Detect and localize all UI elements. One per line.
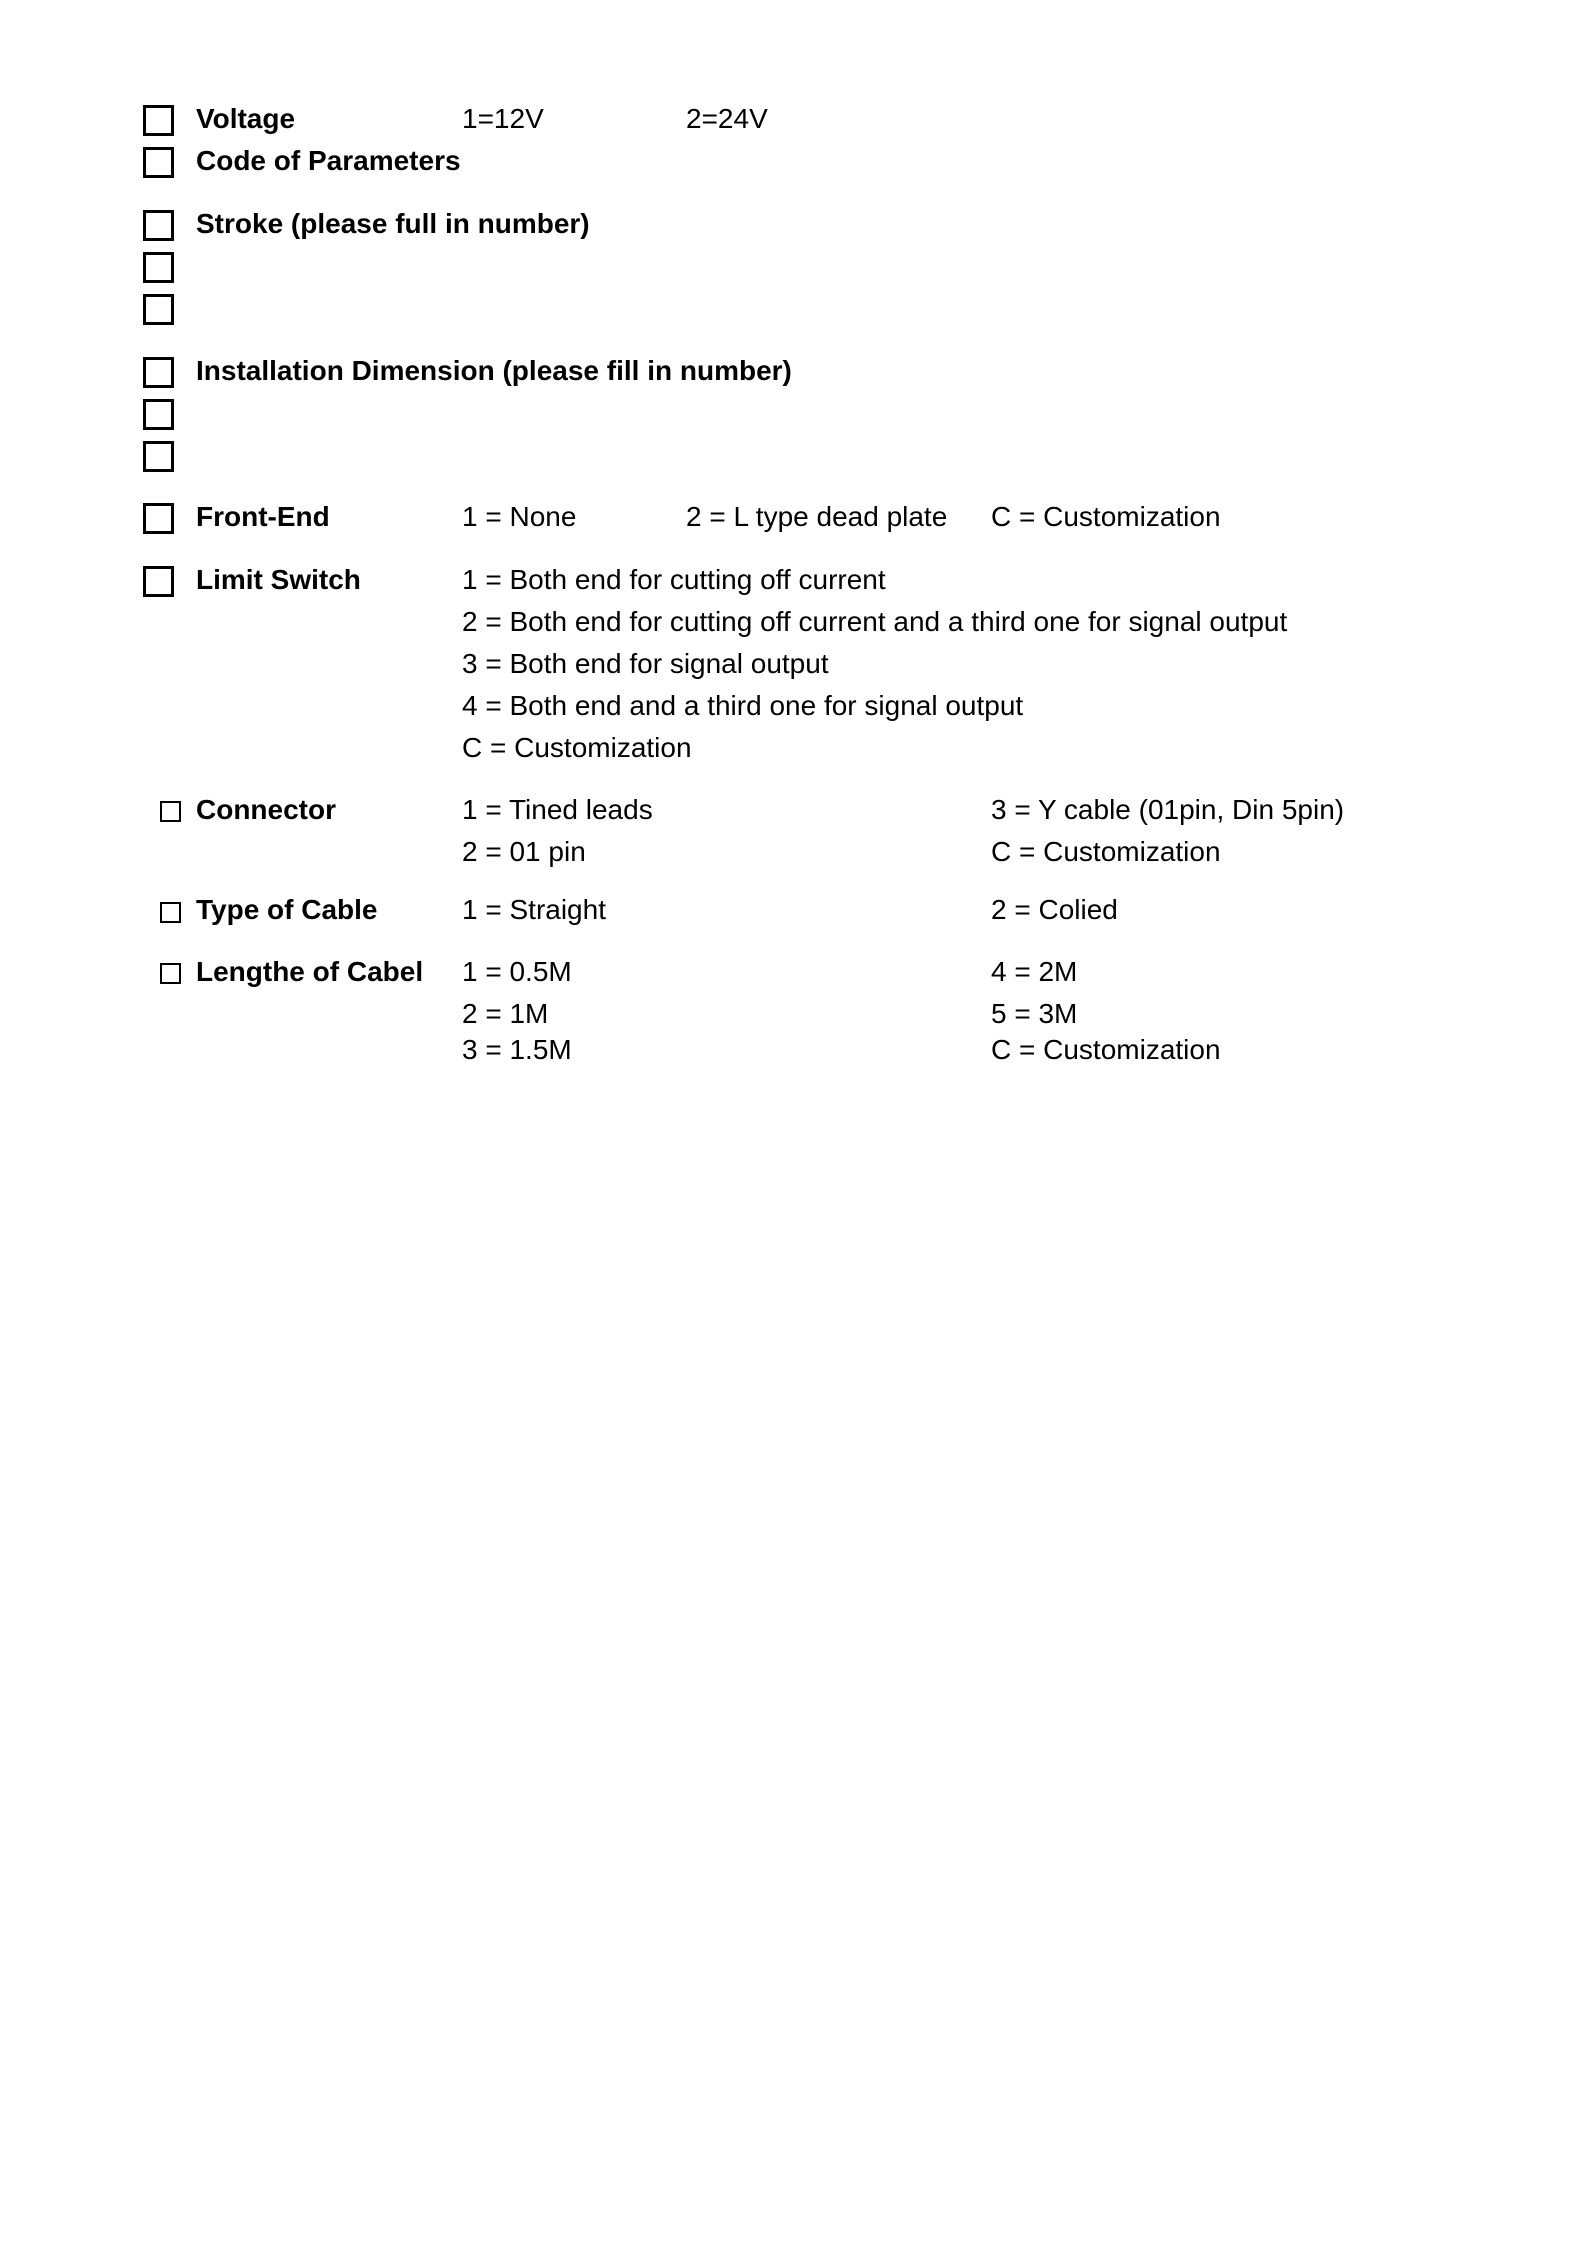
front-end-option-2: 2 = L type dead plate [686, 501, 948, 532]
length-of-cable-option-5: 5 = 3M [991, 998, 1078, 1029]
stroke-label: Stroke (please full in number) [196, 208, 590, 239]
limit-switch-option-3: 3 = Both end for signal output [462, 648, 829, 679]
length-of-cable-option-3: 3 = 1.5M [462, 1034, 572, 1065]
length-of-cable-option-4: 4 = 2M [991, 956, 1078, 987]
voltage-label: Voltage [196, 103, 296, 134]
limit-switch-checkbox[interactable] [143, 566, 174, 597]
installation-dimension-digit-1-checkbox[interactable] [143, 357, 174, 388]
length-of-cable-option-1: 1 = 0.5M [462, 956, 572, 987]
limit-switch-option-1: 1 = Both end for cutting off current [462, 564, 886, 595]
connector-checkbox[interactable] [160, 801, 181, 822]
stroke-digit-1-checkbox[interactable] [143, 210, 174, 241]
voltage-checkbox[interactable] [143, 105, 174, 136]
connector-label: Connector [196, 794, 336, 825]
connector-option-1: 1 = Tined leads [462, 794, 653, 825]
voltage-option-12v: 1=12V [462, 103, 544, 134]
length-of-cable-checkbox[interactable] [160, 963, 181, 984]
limit-switch-option-4: 4 = Both end and a third one for signal output [462, 690, 1024, 721]
installation-dimension-digit-2-checkbox[interactable] [143, 399, 174, 430]
installation-dimension-label: Installation Dimension (please fill in number) [196, 355, 792, 386]
front-end-option-1: 1 = None [462, 501, 577, 532]
code-of-parameters-checkbox[interactable] [143, 147, 174, 178]
limit-switch-label: Limit Switch [196, 564, 361, 595]
connector-option-2: 2 = 01 pin [462, 836, 586, 867]
connector-option-c: C = Customization [991, 836, 1221, 867]
voltage-option-24v: 2=24V [686, 103, 768, 134]
front-end-checkbox[interactable] [143, 503, 174, 534]
length-of-cable-option-2: 2 = 1M [462, 998, 549, 1029]
length-of-cable-option-c: C = Customization [991, 1034, 1221, 1065]
front-end-option-c: C = Customization [991, 501, 1221, 532]
limit-switch-option-c: C = Customization [462, 732, 692, 763]
type-of-cable-option-2: 2 = Colied [991, 894, 1118, 925]
code-of-parameters-label: Code of Parameters [196, 145, 461, 176]
installation-dimension-digit-3-checkbox[interactable] [143, 441, 174, 472]
stroke-digit-2-checkbox[interactable] [143, 252, 174, 283]
type-of-cable-option-1: 1 = Straight [462, 894, 606, 925]
limit-switch-option-2: 2 = Both end for cutting off current and a third one for signal output [462, 606, 1288, 637]
connector-option-3: 3 = Y cable (01pin, Din 5pin) [991, 794, 1345, 825]
front-end-label: Front-End [196, 501, 330, 532]
type-of-cable-label: Type of Cable [196, 894, 378, 925]
stroke-digit-3-checkbox[interactable] [143, 294, 174, 325]
length-of-cable-label: Lengthe of Cabel [196, 956, 424, 987]
type-of-cable-checkbox[interactable] [160, 902, 181, 923]
